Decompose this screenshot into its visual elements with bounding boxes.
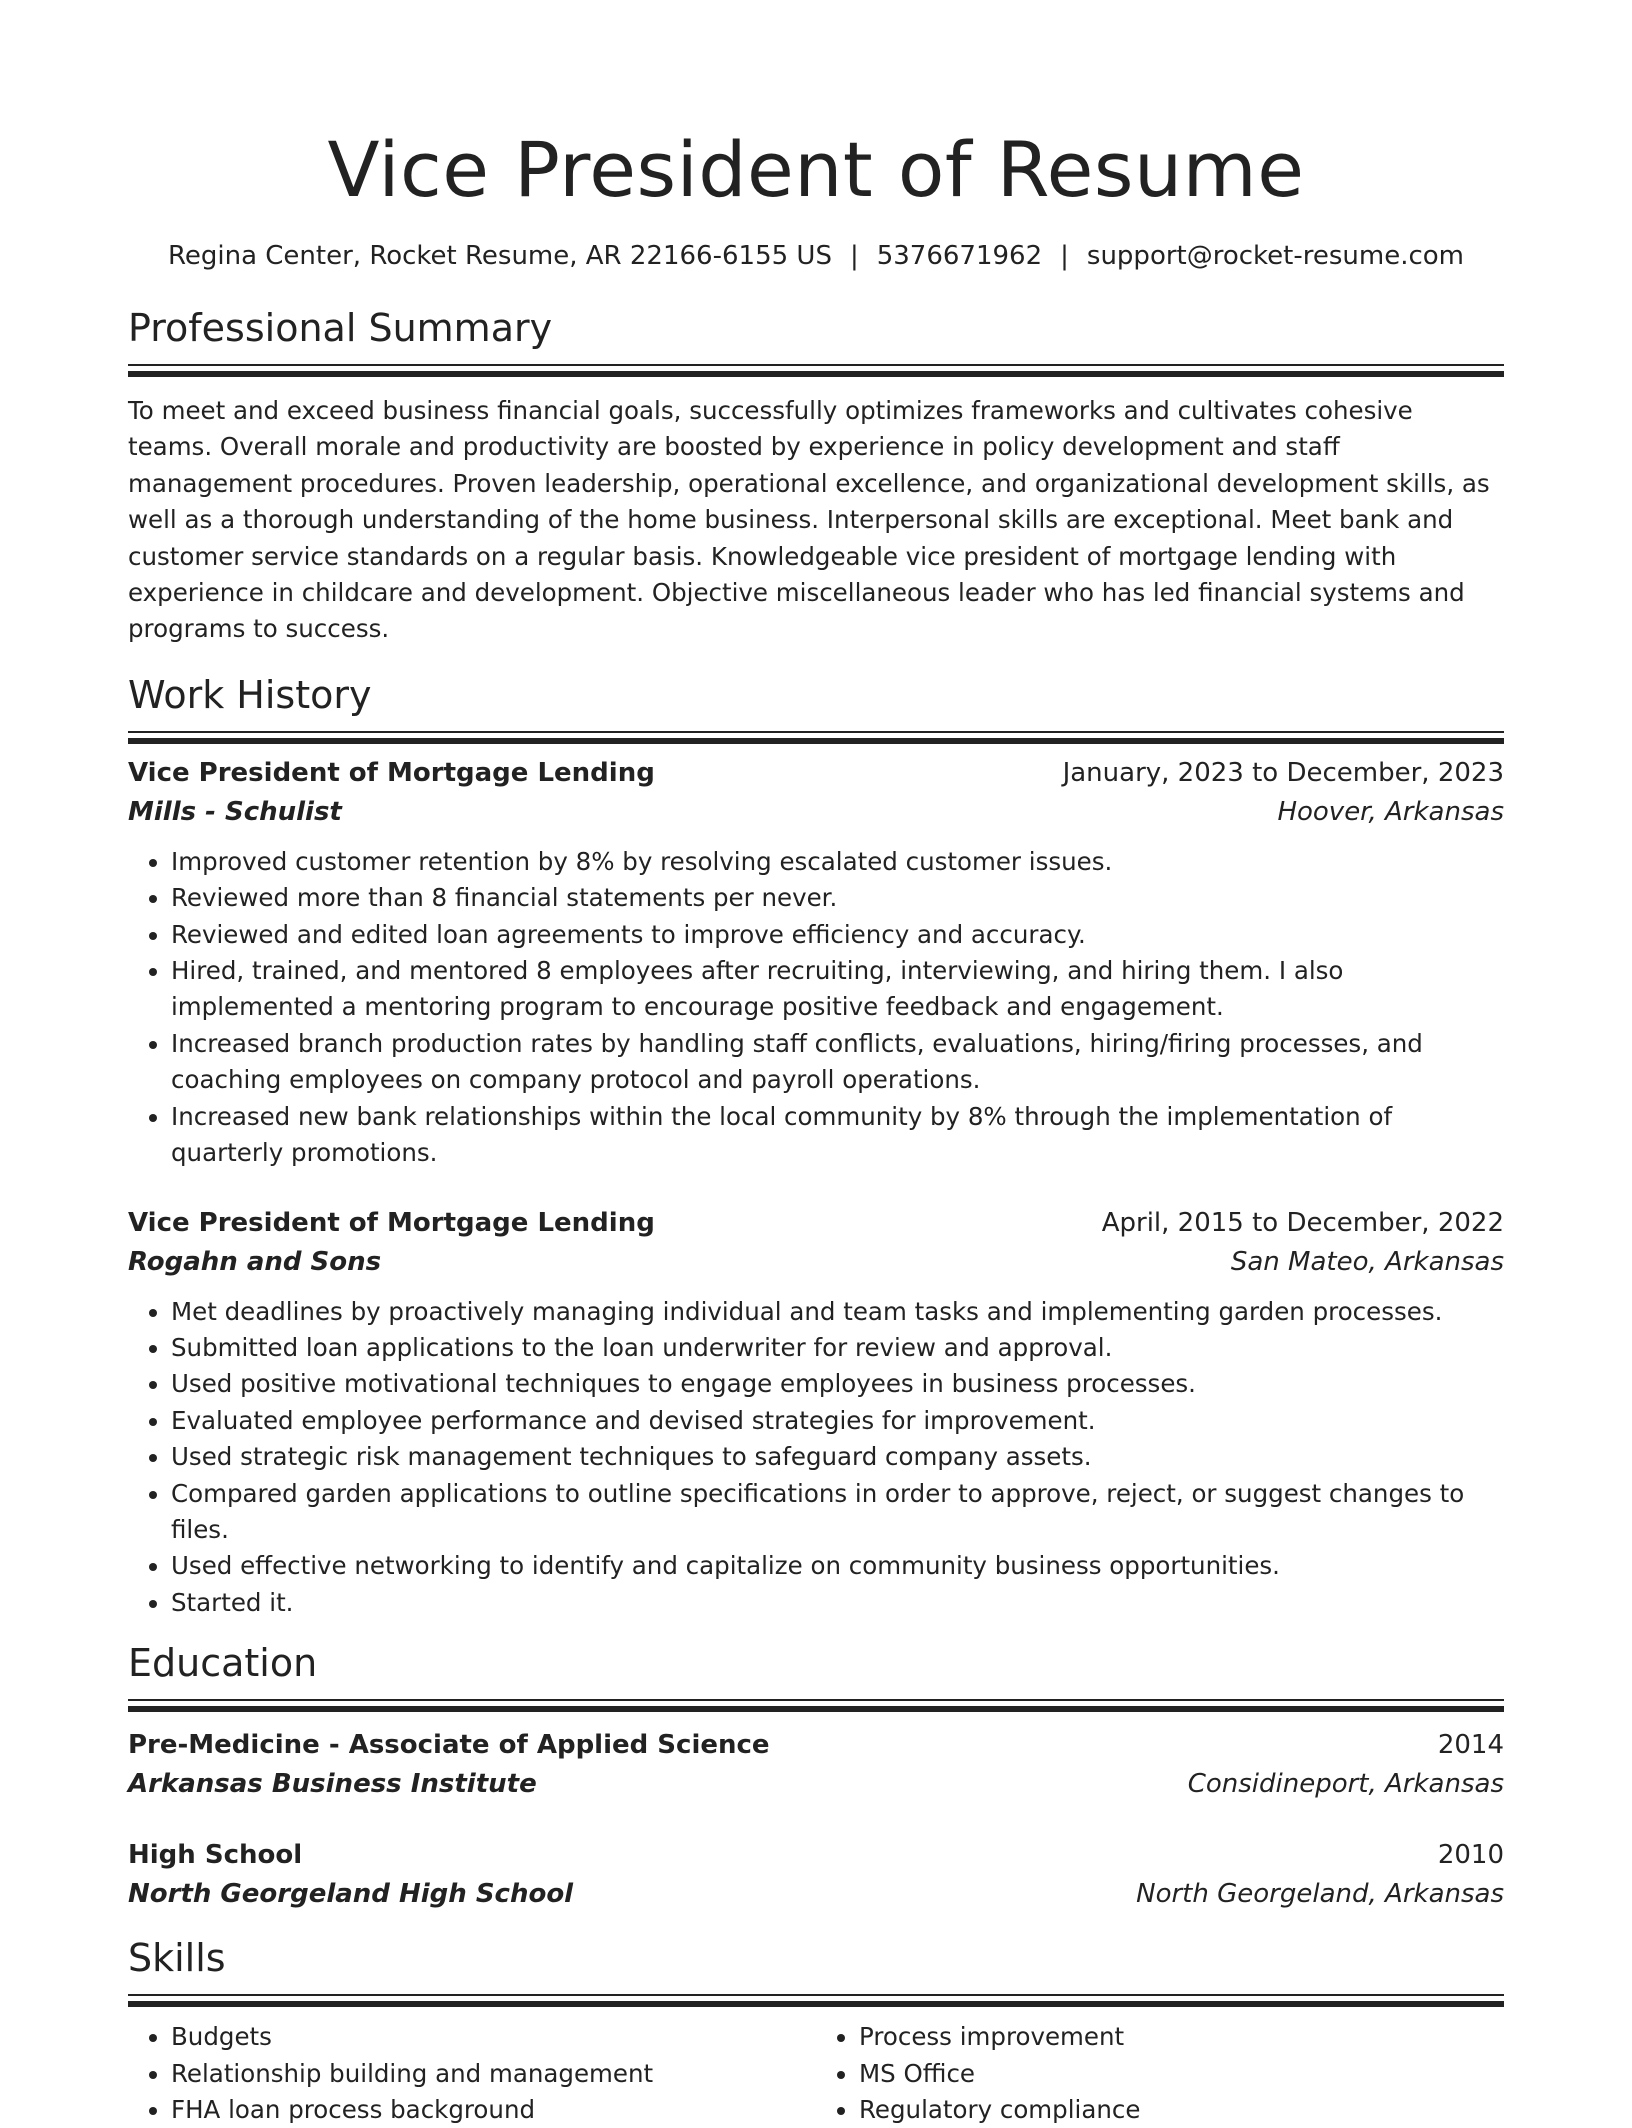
- list-item: • Used strategic risk management techniques to safeguard company assets.: [171, 1439, 1504, 1475]
- education-school: North Georgeland High School: [128, 1879, 574, 1910]
- job-company: Rogahn and Sons: [128, 1246, 382, 1277]
- list-item: • Compared garden applications to outline specifications in order to approve, reject, or suggest changes to files.: [171, 1476, 1504, 1549]
- contact-separator: |: [1060, 241, 1069, 271]
- section-title-summary: Professional Summary: [128, 306, 553, 350]
- education-location: North Georgeland, Arkansas: [1136, 1879, 1504, 1910]
- job-company: Mills - Schulist: [128, 796, 342, 827]
- list-item: • Submitted loan applications to the loan underwriter for review and approval.: [171, 1330, 1504, 1366]
- section-title-education: Education: [128, 1641, 318, 1686]
- education-school-row: [128, 1874, 1504, 1914]
- education-header-row: [128, 1836, 1504, 1874]
- education-entry: [128, 1726, 1504, 1804]
- list-item: • Improved customer retention by 8% by resolving escalated customer issues.: [171, 844, 1504, 880]
- education-location: Considineport, Arkansas: [1187, 1769, 1504, 1800]
- contact-line: [128, 240, 1504, 272]
- summary-section: [128, 304, 1504, 648]
- list-item: • Increased branch production rates by handling staff conflicts, evaluations, hiring/firing processes, and coaching employees on company protocol and payroll operations.: [171, 1026, 1504, 1099]
- section-divider: [128, 1699, 1504, 1712]
- job-company-row: [128, 792, 1504, 832]
- list-item: • Started it.: [171, 1585, 1504, 1621]
- list-item: • Reviewed more than 8 financial statements per never.: [171, 880, 1504, 916]
- job-bullets: [128, 1294, 1504, 1622]
- job-title: Vice President of Mortgage Lending: [128, 757, 655, 788]
- list-item: • Reviewed and edited loan agreements to improve efficiency and accuracy.: [171, 917, 1504, 953]
- section-divider: [128, 364, 1504, 377]
- skills-columns: [128, 2007, 1504, 2128]
- list-item: • Evaluated employee performance and devised strategies for improvement.: [171, 1403, 1504, 1439]
- contact-email: support@rocket-resume.com: [1086, 241, 1465, 271]
- education-year: 2010: [1437, 1840, 1504, 1871]
- contact-phone: 5376671962: [876, 241, 1043, 271]
- list-item: • FHA loan process background: [171, 2092, 816, 2128]
- resume-page: [128, 0, 1504, 2128]
- job-title: Vice President of Mortgage Lending: [128, 1207, 655, 1238]
- education-school: Arkansas Business Institute: [128, 1769, 537, 1800]
- section-divider: [128, 731, 1504, 744]
- list-item: • Hired, trained, and mentored 8 employees after recruiting, interviewing, and hiring them. I also implemented a mentoring program to encourage positive feedback and engagement.: [171, 953, 1504, 1026]
- education-degree: Pre-Medicine - Associate of Applied Science: [128, 1730, 770, 1761]
- list-item: • Met deadlines by proactively managing individual and team tasks and implementing garden processes.: [171, 1294, 1504, 1330]
- job-company-row: [128, 1242, 1504, 1282]
- education-header-row: [128, 1726, 1504, 1764]
- section-title-work-history: Work History: [128, 672, 372, 717]
- education-year: 2014: [1437, 1730, 1504, 1761]
- job-header-row: [128, 1204, 1504, 1242]
- list-item: • Increased new bank relationships within the local community by 8% through the implementation of quarterly promotions.: [171, 1099, 1504, 1172]
- list-item: • Used effective networking to identify and capitalize on community business opportunities.: [171, 1548, 1504, 1584]
- skills-section: [128, 1934, 1504, 2128]
- job-dates: April, 2015 to December, 2022: [1101, 1207, 1504, 1238]
- contact-separator: |: [849, 241, 859, 271]
- section-divider: [128, 1994, 1504, 2007]
- list-item: • Used positive motivational techniques to engage employees in business processes.: [171, 1366, 1504, 1402]
- education-school-row: [128, 1764, 1504, 1804]
- list-item: • MS Office: [859, 2056, 1504, 2092]
- list-item: • Regulatory compliance: [859, 2092, 1504, 2128]
- summary-text: To meet and exceed business financial goals, successfully optimizes frameworks and cultivates cohesive teams. Overall morale and productivity are boosted by experience in policy development and staff management procedures. Proven leadership, operational excellence, and organizational development skills, as well as a thorough understanding of the home business. Interpersonal skills are exceptional. Meet bank and customer service standards on a regular basis. Knowledgeable vice president of mortgage lending with experience in childcare and development. Objective miscellaneous leader who has led financial systems and programs to success.: [128, 396, 1490, 644]
- job-header-row: [128, 754, 1504, 792]
- list-item: • Relationship building and management: [171, 2056, 816, 2092]
- job-entry: [128, 1204, 1504, 1622]
- job-dates: January, 2023 to December, 2023: [1062, 757, 1504, 788]
- job-location: San Mateo, Arkansas: [1230, 1246, 1504, 1277]
- list-item: • Budgets: [171, 2019, 816, 2055]
- contact-address: Regina Center, Rocket Resume, AR 22166-6155 US: [167, 241, 832, 271]
- work-history-section: [128, 671, 1504, 1621]
- education-degree: High School: [128, 1840, 303, 1871]
- list-item: • Process improvement: [859, 2019, 1504, 2055]
- job-entry: [128, 754, 1504, 1172]
- job-bullets: [128, 844, 1504, 1172]
- education-entry: [128, 1836, 1504, 1914]
- resume-name: Vice President of Resume: [327, 125, 1305, 214]
- job-location: Hoover, Arkansas: [1277, 796, 1504, 827]
- education-section: [128, 1639, 1504, 1914]
- section-title-skills: Skills: [128, 1936, 226, 1981]
